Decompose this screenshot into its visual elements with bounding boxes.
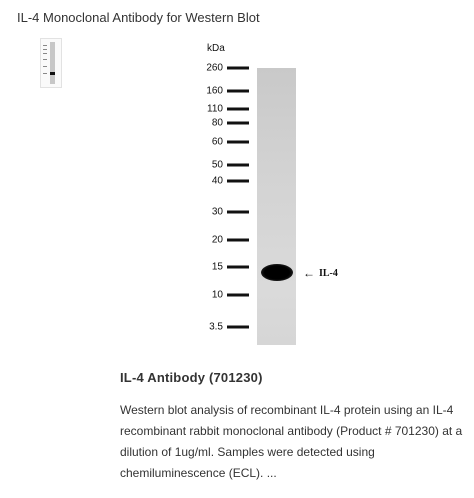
marker-label: 50 (211, 159, 223, 171)
marker-line (227, 294, 249, 297)
marker-line (227, 90, 249, 93)
western-blot-image (195, 40, 375, 350)
marker-line (227, 108, 249, 111)
thumb-band (50, 72, 55, 75)
marker-label: 260 (206, 62, 223, 74)
arrow-left-icon: ← (303, 266, 315, 280)
thumb-tick (43, 45, 47, 46)
thumb-tick (43, 53, 47, 54)
thumb-tick (43, 49, 47, 50)
marker-label: 160 (206, 85, 223, 97)
product-title: IL-4 Antibody (701230) (120, 370, 263, 385)
page-title: IL-4 Monoclonal Antibody for Western Blot (17, 10, 260, 25)
marker-label: 80 (211, 117, 223, 129)
marker-label: 110 (207, 103, 223, 115)
image-thumbnail[interactable] (40, 38, 62, 88)
thumb-tick (43, 73, 47, 74)
band-label: IL-4 (319, 268, 338, 279)
marker-label: 20 (211, 234, 223, 246)
thumb-tick (43, 59, 47, 60)
marker-line (227, 122, 249, 125)
thumb-tick (43, 66, 47, 67)
marker-line (227, 164, 249, 167)
marker-label: 60 (211, 136, 223, 148)
thumb-lane (50, 42, 55, 84)
marker-label: 30 (211, 206, 223, 218)
marker-line (227, 266, 249, 269)
product-description: Western blot analysis of recombinant IL-4 protein using an IL-4 recombinant rabbit monoclonal antibody (Product # 701230) at a dilution of 1ug/ml. Samples were detected using chemiluminescence (ECL). ... (120, 403, 463, 480)
marker-line (227, 211, 249, 214)
marker-line (227, 326, 249, 329)
marker-label: 10 (211, 289, 223, 301)
kda-unit-label: kDa (207, 43, 225, 54)
marker-label: 15 (211, 261, 223, 273)
marker-line (227, 180, 249, 183)
marker-line (227, 239, 249, 242)
marker-label: 40 (211, 175, 223, 187)
blot-lane (257, 68, 296, 345)
marker-line (227, 141, 249, 144)
marker-label: 3.5 (209, 321, 223, 333)
il4-band (261, 264, 293, 281)
marker-line (227, 67, 249, 70)
